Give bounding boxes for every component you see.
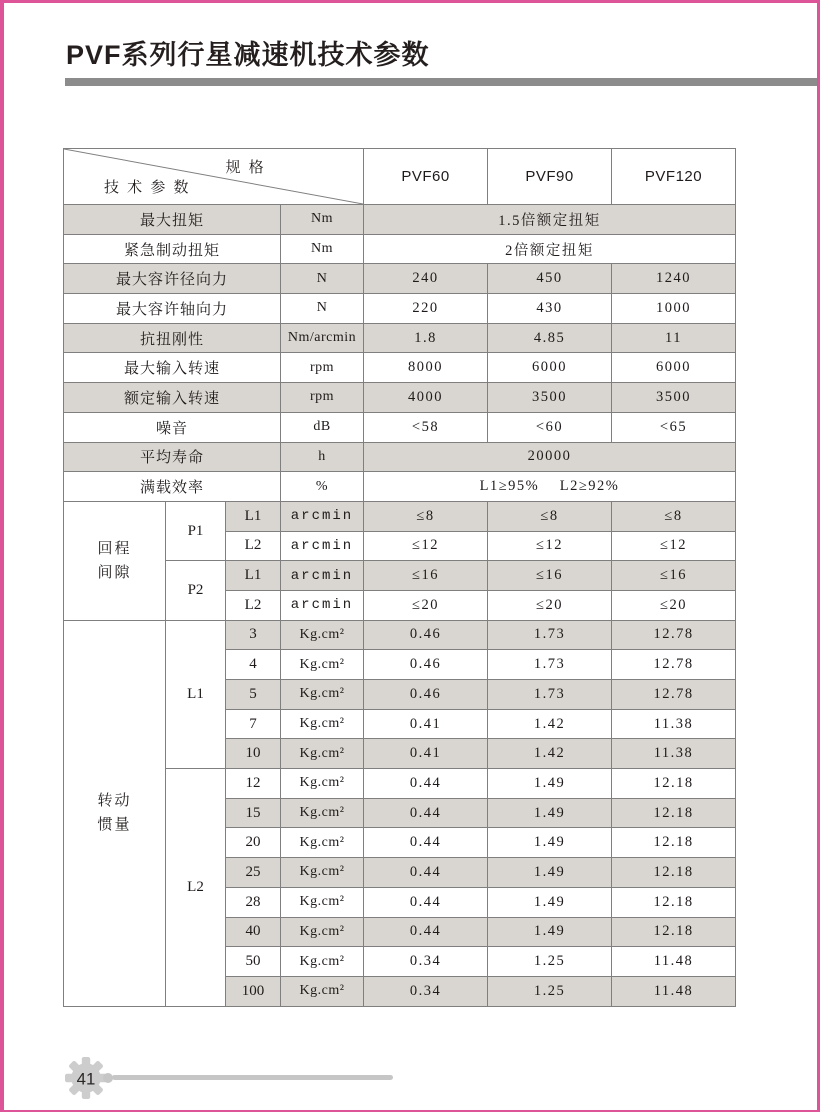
section-label-backlash: 回程间隙: [64, 501, 166, 620]
level-cell: L2: [226, 531, 281, 561]
spec-row: [64, 264, 736, 294]
spec-row: [64, 442, 736, 472]
param-unit: h: [281, 442, 364, 472]
param-unit: rpm: [281, 353, 364, 383]
param-unit: Kg.cm²: [281, 828, 364, 858]
value-pvf60: ≤16: [364, 561, 488, 591]
ratio-cell: 4: [226, 650, 281, 680]
value-pvf120: ≤8: [612, 501, 736, 531]
merged-value: 1.5倍额定扭矩: [364, 205, 736, 235]
value-pvf60: 1.8: [364, 323, 488, 353]
model-header-pvf120: PVF120: [612, 149, 736, 205]
param-unit: Kg.cm²: [281, 739, 364, 769]
group-label-p1: P1: [166, 501, 226, 560]
page-title: PVF系列行星减速机技术参数: [66, 40, 430, 70]
value-pvf60: 0.44: [364, 887, 488, 917]
ratio-cell: 15: [226, 798, 281, 828]
value-pvf60: 0.44: [364, 917, 488, 947]
value-pvf120: 12.18: [612, 917, 736, 947]
param-unit: dB: [281, 412, 364, 442]
param-name: 噪音: [64, 412, 281, 442]
value-pvf60: 4000: [364, 383, 488, 413]
value-pvf60: 0.44: [364, 828, 488, 858]
ratio-cell: 40: [226, 917, 281, 947]
group-label-l2: L2: [166, 769, 226, 1007]
ratio-cell: 12: [226, 769, 281, 799]
value-pvf90: 1.42: [488, 709, 612, 739]
value-pvf120: 11.48: [612, 976, 736, 1006]
value-pvf90: ≤16: [488, 561, 612, 591]
merged-value: L1≥95% L2≥92%: [364, 472, 736, 502]
model-header-pvf60: PVF60: [364, 149, 488, 205]
spec-row: [64, 412, 736, 442]
value-pvf90: ≤12: [488, 531, 612, 561]
value-pvf120: 12.78: [612, 650, 736, 680]
section-label-inertia: 转动惯量: [64, 620, 166, 1006]
level-cell: L1: [226, 561, 281, 591]
ratio-cell: 25: [226, 858, 281, 888]
backlash-row: [64, 501, 736, 531]
value-pvf90: 1.25: [488, 947, 612, 977]
value-pvf120: 12.18: [612, 769, 736, 799]
value-pvf90: 1.49: [488, 917, 612, 947]
value-pvf120: 6000: [612, 353, 736, 383]
value-pvf90: <60: [488, 412, 612, 442]
spec-row: [64, 383, 736, 413]
value-pvf120: 11.38: [612, 739, 736, 769]
group-label-p2: P2: [166, 561, 226, 620]
param-name: 抗扭刚性: [64, 323, 281, 353]
value-pvf90: 1.73: [488, 680, 612, 710]
level-cell: L2: [226, 590, 281, 620]
spec-row: [64, 323, 736, 353]
value-pvf120: ≤20: [612, 590, 736, 620]
value-pvf60: 0.46: [364, 650, 488, 680]
ratio-cell: 10: [226, 739, 281, 769]
spec-row: [64, 294, 736, 324]
page-footer: [4, 1051, 820, 1103]
param-unit: Kg.cm²: [281, 769, 364, 799]
param-unit: Kg.cm²: [281, 917, 364, 947]
value-pvf90: 1.49: [488, 887, 612, 917]
value-pvf120: 1000: [612, 294, 736, 324]
group-label-l1: L1: [166, 620, 226, 768]
value-pvf60: ≤12: [364, 531, 488, 561]
value-pvf90: 1.42: [488, 739, 612, 769]
param-unit: Kg.cm²: [281, 680, 364, 710]
value-pvf120: 11.48: [612, 947, 736, 977]
value-pvf90: 6000: [488, 353, 612, 383]
spec-row: [64, 353, 736, 383]
corner-param-label: 技 术 参 数: [104, 179, 191, 196]
value-pvf60: ≤20: [364, 590, 488, 620]
spec-row: [64, 234, 736, 264]
ratio-cell: 3: [226, 620, 281, 650]
title-underline: [65, 78, 818, 86]
value-pvf60: 240: [364, 264, 488, 294]
param-unit: %: [281, 472, 364, 502]
ratio-cell: 100: [226, 976, 281, 1006]
value-pvf120: ≤16: [612, 561, 736, 591]
param-unit: N: [281, 294, 364, 324]
value-pvf90: 1.49: [488, 769, 612, 799]
value-pvf60: 0.44: [364, 769, 488, 799]
param-unit: Kg.cm²: [281, 858, 364, 888]
ratio-cell: 20: [226, 828, 281, 858]
param-name: 满载效率: [64, 472, 281, 502]
value-pvf60: <58: [364, 412, 488, 442]
param-unit: Kg.cm²: [281, 947, 364, 977]
value-pvf60: 220: [364, 294, 488, 324]
spec-row: [64, 472, 736, 502]
value-pvf120: 1240: [612, 264, 736, 294]
param-unit: Nm: [281, 205, 364, 235]
value-pvf90: 1.25: [488, 976, 612, 1006]
value-pvf90: 3500: [488, 383, 612, 413]
value-pvf60: 0.34: [364, 947, 488, 977]
value-pvf60: ≤8: [364, 501, 488, 531]
param-name: 最大容许径向力: [64, 264, 281, 294]
value-pvf120: 12.78: [612, 620, 736, 650]
value-pvf90: 4.85: [488, 323, 612, 353]
value-pvf90: 430: [488, 294, 612, 324]
value-pvf90: 1.73: [488, 650, 612, 680]
param-name: 最大容许轴向力: [64, 294, 281, 324]
value-pvf120: ≤12: [612, 531, 736, 561]
value-pvf90: 1.49: [488, 858, 612, 888]
inertia-row: [64, 620, 736, 650]
level-cell: L1: [226, 501, 281, 531]
value-pvf60: 0.46: [364, 620, 488, 650]
value-pvf90: 450: [488, 264, 612, 294]
corner-cell: [64, 149, 364, 205]
param-unit: rpm: [281, 383, 364, 413]
ratio-cell: 7: [226, 709, 281, 739]
value-pvf120: 12.18: [612, 798, 736, 828]
merged-value: 20000: [364, 442, 736, 472]
ratio-cell: 28: [226, 887, 281, 917]
gear-icon: [65, 1057, 107, 1099]
param-unit: Nm/arcmin: [281, 323, 364, 353]
value-pvf60: 0.41: [364, 709, 488, 739]
value-pvf120: 11.38: [612, 709, 736, 739]
param-unit: Kg.cm²: [281, 709, 364, 739]
value-pvf120: 12.78: [612, 680, 736, 710]
value-pvf60: 0.44: [364, 858, 488, 888]
value-pvf60: 8000: [364, 353, 488, 383]
value-pvf60: 0.46: [364, 680, 488, 710]
ratio-cell: 5: [226, 680, 281, 710]
value-pvf120: 3500: [612, 383, 736, 413]
spec-row: [64, 205, 736, 235]
value-pvf120: 12.18: [612, 858, 736, 888]
value-pvf90: 1.73: [488, 620, 612, 650]
value-pvf60: 0.41: [364, 739, 488, 769]
value-pvf120: 12.18: [612, 828, 736, 858]
merged-value: 2倍额定扭矩: [364, 234, 736, 264]
value-pvf120: 11: [612, 323, 736, 353]
value-pvf90: 1.49: [488, 798, 612, 828]
param-name: 额定输入转速: [64, 383, 281, 413]
table-header-row: [64, 149, 736, 205]
param-unit: arcmin: [281, 590, 364, 620]
page-number: 41: [76, 1069, 96, 1089]
param-unit: Kg.cm²: [281, 620, 364, 650]
value-pvf60: 0.44: [364, 798, 488, 828]
value-pvf120: 12.18: [612, 887, 736, 917]
param-unit: Kg.cm²: [281, 976, 364, 1006]
param-unit: arcmin: [281, 501, 364, 531]
param-unit: arcmin: [281, 531, 364, 561]
param-name: 最大扭矩: [64, 205, 281, 235]
value-pvf60: 0.34: [364, 976, 488, 1006]
param-unit: Kg.cm²: [281, 887, 364, 917]
param-name: 平均寿命: [64, 442, 281, 472]
spec-table: [63, 148, 736, 1007]
corner-spec-label: 规 格: [225, 159, 266, 176]
param-name: 最大输入转速: [64, 353, 281, 383]
value-pvf90: ≤20: [488, 590, 612, 620]
ratio-cell: 50: [226, 947, 281, 977]
model-header-pvf90: PVF90: [488, 149, 612, 205]
value-pvf120: <65: [612, 412, 736, 442]
param-unit: N: [281, 264, 364, 294]
param-unit: Nm: [281, 234, 364, 264]
value-pvf90: 1.49: [488, 828, 612, 858]
param-unit: Kg.cm²: [281, 650, 364, 680]
footer-line: [112, 1075, 393, 1080]
param-unit: Kg.cm²: [281, 798, 364, 828]
param-name: 紧急制动扭矩: [64, 234, 281, 264]
param-unit: arcmin: [281, 561, 364, 591]
value-pvf90: ≤8: [488, 501, 612, 531]
